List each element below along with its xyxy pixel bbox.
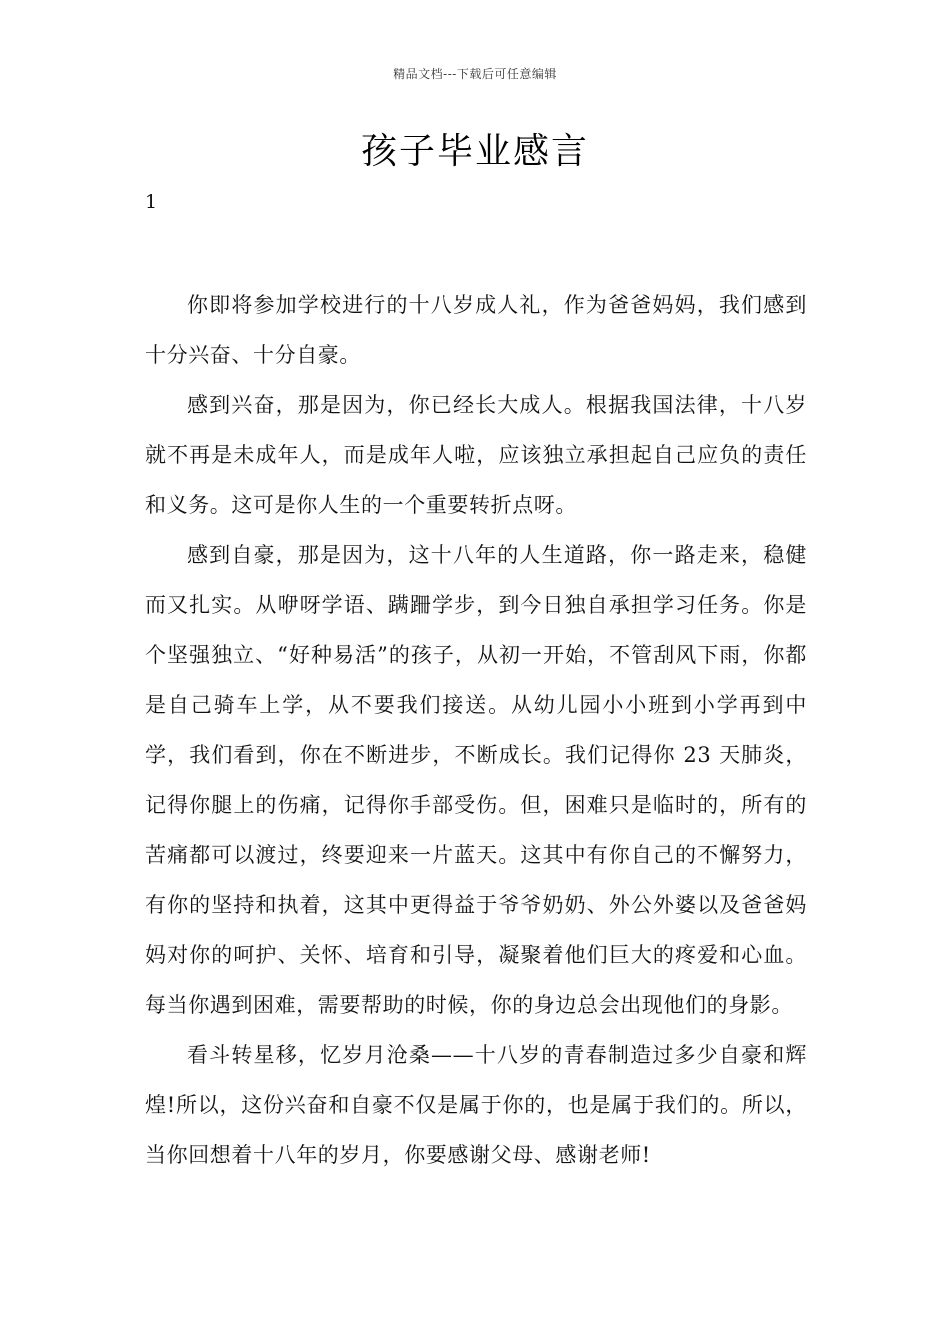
paragraph: 看斗转星移，忆岁月沧桑——十八岁的青春制造过多少自豪和辉煌!所以，这份兴奋和自豪不仅是属于你的，也是属于我们的。所以，当你回想着十八年的岁月，你要感谢父母、感谢老师! [145,1043,807,1167]
paragraph: 你即将参加学校进行的十八岁成人礼，作为爸爸妈妈，我们感到十分兴奋、十分自豪。 [145,293,807,367]
header-note: 精品文档---下载后可任意编辑 [393,67,557,81]
paragraph: 感到自豪，那是因为，这十八年的人生道路，你一路走来，稳健而又扎实。从咿呀学语、蹒跚学步，到今日独自承担学习任务。你是个坚强独立、“好种易活”的孩子，从初一开始，不管刮风下雨，你都是自己骑车上学，从不要我们接送。从幼儿园小小班到小学再到中学，我们看到，你在不断进步，不断成长。我们记得你 23 天肺炎，记得你腿上的伤痛，记得你手部受伤。但，困难只是临时的，所有的苦痛都可以渡过，终要迎来一片蓝天。这其中有你自己的不懈努力，有你的坚持和执着，这其中更得益于爷爷奶奶、外公外婆以及爸爸妈妈对你的呵护、关怀、培育和引导，凝聚着他们巨大的疼爱和心血。每当你遇到困难，需要帮助的时候，你的身边总会出现他们的身影。 [145,543,807,1017]
document-body [145,280,807,1180]
page-number: 1 [145,191,158,213]
paragraph: 感到兴奋，那是因为，你已经长大成人。根据我国法律，十八岁就不再是未成年人，而是成年人啦，应该独立承担起自己应负的责任和义务。这可是你人生的一个重要转折点呀。 [145,393,807,517]
document-title: 孩子毕业感言 [360,131,589,172]
